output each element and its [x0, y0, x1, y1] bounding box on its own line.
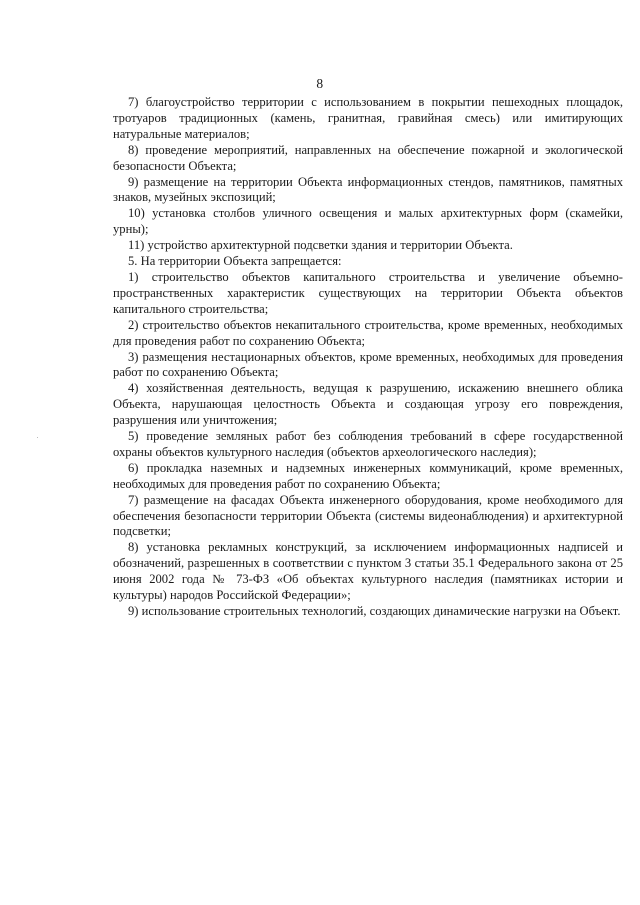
section-heading: 5. На территории Объекта запрещается:	[128, 254, 342, 269]
list-item: 6) прокладка наземных и надземных инженерных коммуникаций, кроме временных, необходимых для проведения работ по сохранению Объекта;	[113, 460, 623, 491]
list-item: 10) установка столбов уличного освещения и малых архитектурных форм (скамейки, урны);	[113, 206, 623, 237]
list-item: 2) строительство объектов некапитального строительства, кроме временных, необходимых для проведения работ по сохранению Объекта;	[113, 317, 623, 348]
list-item: 9) размещение на территории Объекта информационных стендов, памятников, памятных знаков, музейных экспозиций;	[113, 174, 623, 205]
list-item: 3) размещения нестационарных объектов, кроме временных, необходимых для проведения работ по сохранению Объекта;	[113, 349, 623, 380]
list-item: 7) размещение на фасадах Объекта инженерного оборудования, кроме необходимого для обеспечения безопасности территории Объекта (системы видеонаблюдения) и архитектурной подсветки;	[113, 492, 623, 539]
scan-speck	[37, 437, 38, 438]
list-item: 4) хозяйственная деятельность, ведущая к разрушению, искажению внешнего облика Объекта, нарушающая целостность Объекта и создающая угрозу его повреждения, разрушения или уничтожения;	[113, 381, 623, 428]
list-item: 1) строительство объектов капитального строительства и увеличение объемно-пространственных характеристик существующих на территории Объекта объектов капитального строительства;	[113, 269, 623, 316]
list-item: 8) установка рекламных конструкций, за исключением информационных надписей и обозначений, разрешенных в соответствии с пунктом 3 статьи 35.1 Федерального закона от 25 июня 2002 года № 73-ФЗ «Об объектах культурного наследия (памятниках истории и культуры) народов Российской Федерации»;	[113, 540, 623, 603]
list-item: 11) устройство архитектурной подсветки здания и территории Объекта.	[128, 238, 513, 253]
list-item: 5) проведение земляных работ без соблюдения требований в сфере государственной охраны объектов культурного наследия (объектов археологического наследия);	[113, 429, 623, 459]
list-item: 8) проведение мероприятий, направленных на обеспечение пожарной и экологической безопасности Объекта;	[113, 142, 623, 173]
page-number: 8	[316, 76, 324, 91]
document-body	[113, 95, 623, 620]
list-item: 9) использование строительных технологий, создающих динамические нагрузки на Объект.	[128, 604, 621, 618]
list-item: 7) благоустройство территории с использованием в покрытии пешеходных площадок, тротуаров традиционных (камень, гранитная, гравийная смесь) или имитирующих натуральные материалов;	[113, 95, 623, 141]
